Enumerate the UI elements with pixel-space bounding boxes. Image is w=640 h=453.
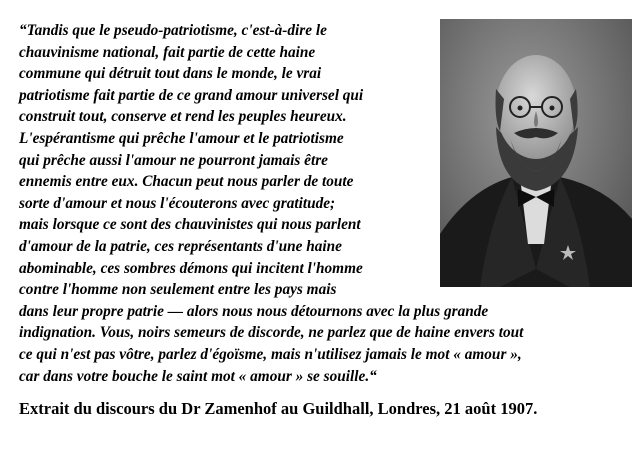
quote-line: indignation. Vous, noirs semeurs de discorde, ne parlez que de haine envers tout: [19, 324, 524, 342]
quote-line: sorte d'amour et nous l'écouterons avec gratitude;: [19, 194, 336, 212]
quote-line: dans leur propre patrie — alors nous nous détournons avec la plus grande: [19, 302, 489, 320]
quote-line: d'amour de la patrie, ces représentants d'une haine: [19, 237, 342, 255]
quote-line: car dans votre bouche le saint mot « amour » se souille.“: [19, 367, 377, 385]
quote-line: “Tandis que le pseudo-patriotisme, c'est-à-dire le: [19, 22, 327, 39]
quote-line: abominable, ces sombres démons qui incitent l'homme: [19, 259, 363, 277]
quote-line: qui prêche aussi l'amour ne pourront jamais être: [19, 151, 328, 169]
quote-line: mais lorsque ce sont des chauvinistes qui nous parlent: [19, 216, 361, 234]
quote-line: construit tout, conserve et rend les peuples heureux.: [19, 108, 347, 126]
quote-line: commune qui détruit tout dans le monde, le vrai: [19, 65, 322, 83]
eye-left: [518, 106, 523, 111]
eye-right: [550, 106, 555, 111]
quote-line: contre l'homme non seulement entre les pays mais: [19, 281, 337, 299]
quote-line: ennemis entre eux. Chacun peut nous parler de toute: [19, 173, 354, 191]
quote-line: L'espérantisme qui prêche l'amour et le patriotisme: [19, 129, 344, 147]
quote-line: chauvinisme national, fait partie de cette haine: [19, 43, 316, 61]
portrait-illustration: [440, 19, 632, 287]
portrait-photo: [440, 19, 632, 287]
quote-line: patriotisme fait partie de ce grand amour universel qui: [19, 86, 364, 104]
quote-line: ce qui n'est pas vôtre, parlez d'égoïsme, mais n'utilisez jamais le mot « amour »,: [19, 345, 522, 363]
caption: Extrait du discours du Dr Zamenhof au Guildhall, Londres, 21 août 1907.: [19, 399, 538, 418]
